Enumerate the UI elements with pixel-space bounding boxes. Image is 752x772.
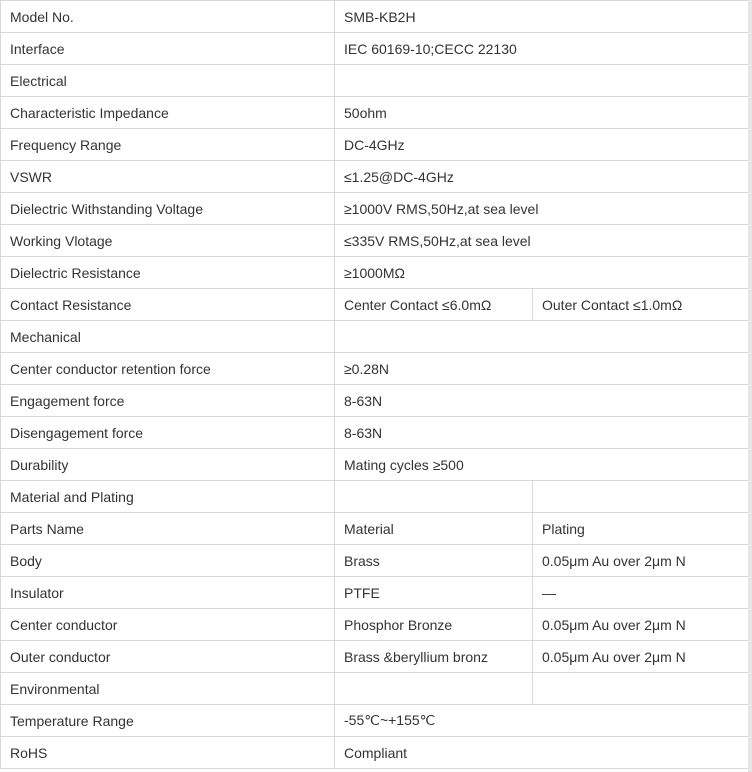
row-label: Durability xyxy=(1,449,335,481)
row-label: Center conductor retention force xyxy=(1,353,335,385)
row-label: Engagement force xyxy=(1,385,335,417)
row-value: SMB-KB2H xyxy=(335,1,749,33)
table-row xyxy=(1,609,749,641)
row-value: Compliant xyxy=(335,737,749,769)
table-row xyxy=(1,193,749,225)
row-value-secondary: Outer Contact ≤1.0mΩ xyxy=(533,289,749,321)
row-value: 8-63N xyxy=(335,385,749,417)
row-value: 8-63N xyxy=(335,417,749,449)
row-label: Frequency Range xyxy=(1,129,335,161)
row-value: ≥1000V RMS,50Hz,at sea level xyxy=(335,193,749,225)
row-label: Working Vlotage xyxy=(1,225,335,257)
table-row xyxy=(1,641,749,673)
row-label: RoHS xyxy=(1,737,335,769)
row-value-secondary: 0.05μm Au over 2μm N xyxy=(533,609,749,641)
table-row xyxy=(1,545,749,577)
row-value-secondary: 0.05μm Au over 2μm N xyxy=(533,641,749,673)
row-value: PTFE xyxy=(335,577,533,609)
table-row xyxy=(1,289,749,321)
row-label: Temperature Range xyxy=(1,705,335,737)
table-row xyxy=(1,65,749,97)
table-row xyxy=(1,385,749,417)
row-value: ≥1000MΩ xyxy=(335,257,749,289)
table-row xyxy=(1,97,749,129)
row-label: Dielectric Resistance xyxy=(1,257,335,289)
row-label: Contact Resistance xyxy=(1,289,335,321)
table-row xyxy=(1,1,749,33)
row-label: VSWR xyxy=(1,161,335,193)
row-value: Material xyxy=(335,513,533,545)
row-value xyxy=(335,673,533,705)
row-label: Electrical xyxy=(1,65,335,97)
table-row xyxy=(1,513,749,545)
row-value: -55℃~+155℃ xyxy=(335,705,749,737)
row-label: Disengagement force xyxy=(1,417,335,449)
table-row xyxy=(1,353,749,385)
row-value: Brass &beryllium bronz xyxy=(335,641,533,673)
row-label: Characteristic Impedance xyxy=(1,97,335,129)
specification-table-body xyxy=(1,1,749,769)
row-label: Mechanical xyxy=(1,321,335,353)
table-row xyxy=(1,161,749,193)
right-frame-edge xyxy=(748,0,752,772)
row-value: IEC 60169-10;CECC 22130 xyxy=(335,33,749,65)
table-row xyxy=(1,481,749,513)
row-value: DC-4GHz xyxy=(335,129,749,161)
row-value xyxy=(335,321,749,353)
table-row xyxy=(1,129,749,161)
table-row xyxy=(1,449,749,481)
table-row xyxy=(1,737,749,769)
row-value: Brass xyxy=(335,545,533,577)
table-row xyxy=(1,417,749,449)
row-value: Center Contact ≤6.0mΩ xyxy=(335,289,533,321)
row-value: 50ohm xyxy=(335,97,749,129)
row-value-secondary: Plating xyxy=(533,513,749,545)
row-label: Interface xyxy=(1,33,335,65)
table-row xyxy=(1,321,749,353)
row-value: ≥0.28N xyxy=(335,353,749,385)
row-label: Outer conductor xyxy=(1,641,335,673)
row-label: Insulator xyxy=(1,577,335,609)
row-value-secondary: 0.05μm Au over 2μm N xyxy=(533,545,749,577)
row-value xyxy=(335,481,533,513)
row-value-secondary: — xyxy=(533,577,749,609)
row-label: Material and Plating xyxy=(1,481,335,513)
table-row xyxy=(1,225,749,257)
row-label: Center conductor xyxy=(1,609,335,641)
row-label: Body xyxy=(1,545,335,577)
row-label: Parts Name xyxy=(1,513,335,545)
row-value-secondary xyxy=(533,481,749,513)
row-value-secondary xyxy=(533,673,749,705)
row-value: ≤1.25@DC-4GHz xyxy=(335,161,749,193)
table-row xyxy=(1,257,749,289)
row-value: Mating cycles ≥500 xyxy=(335,449,749,481)
row-value xyxy=(335,65,749,97)
row-value: Phosphor Bronze xyxy=(335,609,533,641)
row-label: Environmental xyxy=(1,673,335,705)
table-row xyxy=(1,705,749,737)
table-row xyxy=(1,577,749,609)
row-value: ≤335V RMS,50Hz,at sea level xyxy=(335,225,749,257)
table-row xyxy=(1,673,749,705)
row-label: Model No. xyxy=(1,1,335,33)
row-label: Dielectric Withstanding Voltage xyxy=(1,193,335,225)
table-row xyxy=(1,33,749,65)
